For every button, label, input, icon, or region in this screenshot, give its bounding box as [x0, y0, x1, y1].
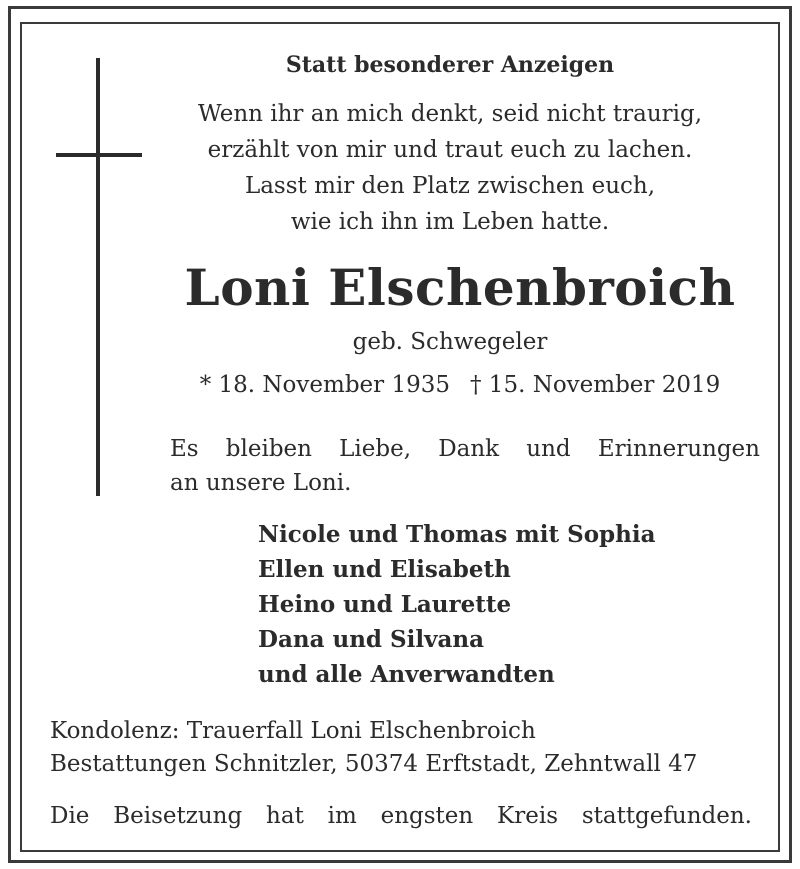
poem-line: erzählt von mir und traut euch zu lachen.	[207, 137, 693, 163]
burial-notice: Die Beisetzung hat im engsten Kreis stattgefunden.	[50, 803, 752, 829]
notice-header: Statt besonderer Anzeigen	[285, 52, 615, 78]
birth-name: geb. Schwegeler	[352, 329, 548, 355]
cross-horizontal-bar	[56, 153, 142, 157]
remembrance-line: an unsere Loni.	[170, 470, 352, 496]
deceased-name: Loni Elschenbroich	[184, 258, 736, 317]
poem	[150, 96, 750, 240]
poem-line: wie ich ihn im Leben hatte.	[290, 209, 610, 235]
mourner-entry: Nicole und Thomas mit Sophia	[258, 521, 656, 548]
mourner-entry: und alle Anverwandten	[258, 661, 555, 688]
funeral-info	[50, 715, 697, 781]
life-dates	[150, 372, 770, 398]
condolence-line: Kondolenz: Trauerfall Loni Elschenbroich	[50, 718, 536, 744]
poem-line: Lasst mir den Platz zwischen euch,	[244, 173, 656, 199]
mourner-entry: Ellen und Elisabeth	[258, 556, 511, 583]
mourner-entry: Heino und Laurette	[258, 591, 512, 618]
death-date: † 15. November 2019	[470, 372, 721, 398]
birth-date: * 18. November 1935	[199, 372, 450, 398]
cross-vertical-bar	[96, 58, 100, 496]
mourners-list	[258, 517, 656, 692]
undertaker-line: Bestattungen Schnitzler, 50374 Erftstadt, Zehntwall 47	[50, 751, 698, 777]
remembrance-line: Es bleiben Liebe, Dank und Erinnerungen	[170, 436, 760, 462]
poem-line: Wenn ihr an mich denkt, seid nicht traurig,	[197, 101, 703, 127]
mourner-entry: Dana und Silvana	[258, 626, 484, 653]
remembrance-text	[170, 432, 760, 500]
